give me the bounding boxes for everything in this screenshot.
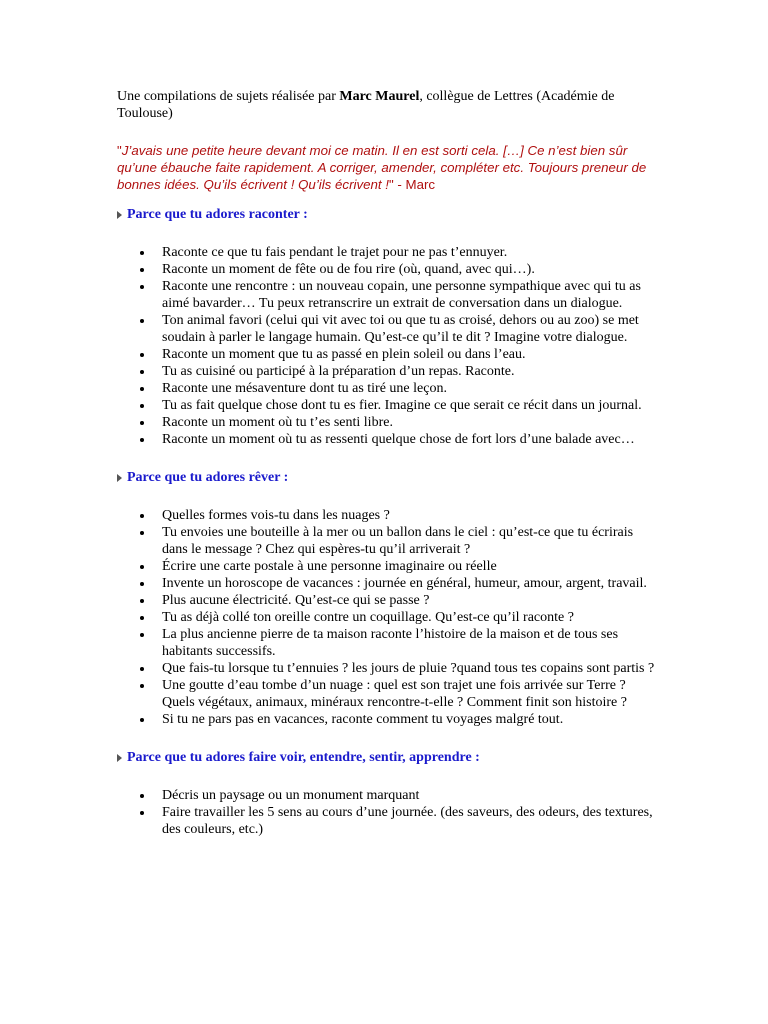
bullet-dot-icon: [140, 616, 144, 620]
section-heading: [117, 749, 657, 766]
triangle-right-icon: [117, 211, 122, 219]
bullet-dot-icon: [140, 718, 144, 722]
bullet-dot-icon: [140, 565, 144, 569]
document-page: [117, 88, 657, 859]
topic-list: [117, 244, 657, 448]
bullet-dot-icon: [140, 811, 144, 815]
section-heading-text: Parce que tu adores rêver :: [127, 470, 289, 485]
bullet-dot-icon: [140, 387, 144, 391]
list-item-text: Raconte ce que tu fais pendant le trajet pour ne pas t’ennuyer.: [162, 245, 508, 260]
author-quote: [117, 142, 657, 193]
topic-section: [117, 749, 657, 838]
list-item: [117, 677, 657, 711]
list-item-text: Écrire une carte postale à une personne imaginaire ou réelle: [162, 559, 497, 574]
quote-text: J’avais une petite heure devant moi ce matin. Il en est sorti cela. […] Ce n’est bien sûr qu’une ébauche faite rapidement. A corriger, amender, compléter etc. Toujours preneur de bonnes idées. Qu’ils écrivent ! Qu’ils écrivent !: [117, 143, 647, 192]
bullet-dot-icon: [140, 421, 144, 425]
author-name: Marc Maurel: [339, 89, 420, 104]
bullet-dot-icon: [140, 370, 144, 374]
list-item-text: Décris un paysage ou un monument marquant: [162, 788, 420, 803]
bullet-dot-icon: [140, 794, 144, 798]
quote-open-mark: ": [117, 143, 122, 158]
list-item: [117, 575, 657, 592]
quote-close-mark: ": [388, 177, 394, 192]
list-item-text: Raconte un moment de fête ou de fou rire (où, quand, avec qui…).: [162, 262, 535, 277]
bullet-dot-icon: [140, 531, 144, 535]
list-item: [117, 261, 657, 278]
bullet-dot-icon: [140, 599, 144, 603]
list-item-text: La plus ancienne pierre de ta maison raconte l’histoire de la maison et de tous ses habitants successifs.: [162, 627, 619, 659]
bullet-dot-icon: [140, 268, 144, 272]
list-item: [117, 592, 657, 609]
triangle-right-icon: [117, 754, 122, 762]
list-item-text: Tu as fait quelque chose dont tu es fier. Imagine ce que serait ce récit dans un journal.: [162, 398, 642, 413]
bullet-dot-icon: [140, 514, 144, 518]
bullet-dot-icon: [140, 667, 144, 671]
list-item: [117, 346, 657, 363]
list-item-text: Tu as cuisiné ou participé à la préparation d’un repas. Raconte.: [162, 364, 515, 379]
intro-text-before: Une compilations de sujets réalisée par: [117, 89, 340, 104]
list-item: [117, 711, 657, 728]
list-item: [117, 244, 657, 261]
list-item: [117, 431, 657, 448]
quote-signature: - Marc: [393, 177, 436, 192]
topic-sections: [117, 206, 657, 838]
bullet-dot-icon: [140, 353, 144, 357]
list-item-text: Raconte un moment où tu t’es senti libre.: [162, 415, 393, 430]
topic-section: [117, 206, 657, 448]
list-item: [117, 380, 657, 397]
bullet-dot-icon: [140, 251, 144, 255]
triangle-right-icon: [117, 474, 122, 482]
list-item-text: Que fais-tu lorsque tu t’ennuies ? les jours de pluie ?quand tous tes copains sont partis ?: [162, 661, 655, 676]
topic-list: [117, 787, 657, 838]
intro-paragraph: [117, 88, 657, 122]
list-item-text: Si tu ne pars pas en vacances, raconte comment tu voyages malgré tout.: [162, 712, 564, 727]
list-item-text: Invente un horoscope de vacances : journée en général, humeur, amour, argent, travail.: [162, 576, 647, 591]
list-item: [117, 507, 657, 524]
bullet-dot-icon: [140, 404, 144, 408]
topic-list: [117, 507, 657, 728]
section-heading: [117, 206, 657, 223]
list-item-text: Quelles formes vois-tu dans les nuages ?: [162, 508, 390, 523]
bullet-dot-icon: [140, 633, 144, 637]
list-item: [117, 804, 657, 838]
list-item: [117, 524, 657, 558]
list-item-text: Raconte un moment que tu as passé en plein soleil ou dans l’eau.: [162, 347, 526, 362]
list-item-text: Raconte un moment où tu as ressenti quelque chose de fort lors d’une balade avec…: [162, 432, 635, 447]
bullet-dot-icon: [140, 438, 144, 442]
intro-text-after: , collègue de Lettres (Académie de Toulouse): [117, 89, 615, 121]
bullet-dot-icon: [140, 582, 144, 586]
bullet-dot-icon: [140, 285, 144, 289]
list-item: [117, 626, 657, 660]
list-item-text: Faire travailler les 5 sens au cours d’une journée. (des saveurs, des odeurs, des textures, des couleurs, etc.): [162, 805, 653, 837]
list-item-text: Une goutte d’eau tombe d’un nuage : quel est son trajet une fois arrivée sur Terre ? Quels végétaux, animaux, minéraux rencontre-t-elle ? Comment finit son histoire ?: [162, 678, 627, 710]
list-item: [117, 397, 657, 414]
list-item: [117, 312, 657, 346]
list-item: [117, 609, 657, 626]
list-item-text: Plus aucune électricité. Qu’est-ce qui se passe ?: [162, 593, 430, 608]
section-heading-text: Parce que tu adores raconter :: [127, 207, 308, 222]
list-item-text: Ton animal favori (celui qui vit avec toi ou que tu as croisé, dehors ou au zoo) se met soudain à parler le langage humain. Qu’est-ce qu’il te dit ? Imagine votre dialogue.: [162, 313, 639, 345]
list-item: [117, 660, 657, 677]
section-heading-text: Parce que tu adores faire voir, entendre, sentir, apprendre :: [127, 750, 480, 765]
topic-section: [117, 469, 657, 728]
list-item-text: Tu as déjà collé ton oreille contre un coquillage. Qu’est-ce qu’il raconte ?: [162, 610, 574, 625]
list-item: [117, 414, 657, 431]
list-item: [117, 278, 657, 312]
list-item-text: Raconte une rencontre : un nouveau copain, une personne sympathique avec qui tu as aimé bavarder… Tu peux retranscrire un extrait de conversation dans un dialogue.: [162, 279, 641, 311]
list-item-text: Raconte une mésaventure dont tu as tiré une leçon.: [162, 381, 447, 396]
section-heading: [117, 469, 657, 486]
list-item: [117, 558, 657, 575]
list-item: [117, 787, 657, 804]
bullet-dot-icon: [140, 684, 144, 688]
list-item-text: Tu envoies une bouteille à la mer ou un ballon dans le ciel : qu’est-ce que tu écrirais dans le message ? Chez qui espères-tu qu’il arriverait ?: [162, 525, 634, 557]
bullet-dot-icon: [140, 319, 144, 323]
list-item: [117, 363, 657, 380]
